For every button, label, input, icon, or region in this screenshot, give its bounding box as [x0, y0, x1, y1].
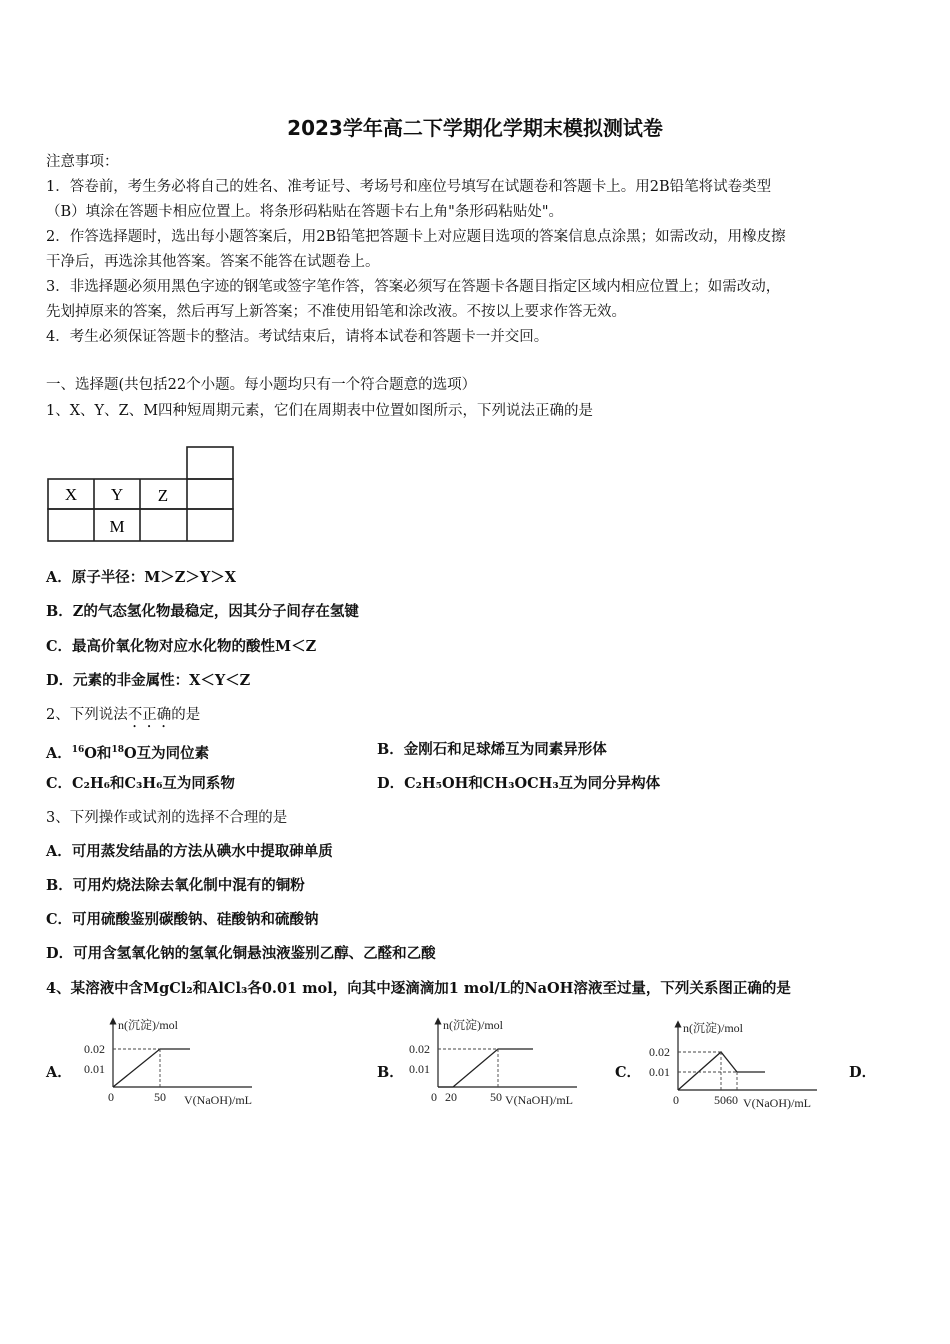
- q2-a-label: A．: [46, 744, 72, 762]
- q1-option-c: C．最高价氧化物对应水化物的酸性M＜Z: [46, 638, 317, 655]
- notice-item: 3．非选择题必须用黑色字迹的钢笔或签字笔作答，答案必须写在答题卡各题目指定区域内相应位置上；如需改动，: [46, 279, 781, 295]
- periodic-table-figure: [46, 445, 238, 545]
- question-2-stem: [46, 705, 200, 731]
- graph-b: [405, 1015, 595, 1107]
- q2-d-label: D．: [377, 775, 405, 792]
- q2-d-text: C₂H₅OH和CH₃OCH₃互为同分异构体: [404, 775, 661, 792]
- graph-c-ylabel: n(沉淀)/mol: [683, 1021, 743, 1035]
- graph-a-curve: [113, 1049, 190, 1087]
- cell-y: Y: [110, 485, 124, 504]
- question-1-stem: 1、X、Y、Z、M四种短周期元素，它们在周期表中位置如图所示，下列说法正确的是: [46, 403, 594, 419]
- q1-option-b: B．Z的气态氢化物最稳定，因其分子间存在氢键: [46, 603, 359, 620]
- graph-c-xlabel: V(NaOH)/mL: [743, 1096, 811, 1110]
- graph-b-ytick-002: 0.02: [409, 1042, 430, 1056]
- cell-x: X: [64, 485, 78, 504]
- graph-a-xtick: 50: [154, 1090, 166, 1104]
- question-3-stem: 3、下列操作或试剂的选择不合理的是: [46, 810, 288, 826]
- q2-stem-emphasis: 不正确: [127, 707, 172, 723]
- q2-option-c: [46, 774, 235, 794]
- question-4-stem: 4、某溶液中含MgCl₂和AlCl₃各0.01 mol，向其中逐滴滴加1 mol/L的NaOH溶液至过量，下列关系图正确的是: [46, 980, 791, 997]
- graph-c: [645, 1018, 835, 1110]
- notice-item: 先划掉原来的答案，然后再写上新答案；不准使用铅笔和涂改液。不按以上要求作答无效。: [46, 304, 626, 320]
- graph-a-origin: 0: [108, 1090, 114, 1104]
- graph-c-ytick-001: 0.01: [649, 1065, 670, 1079]
- page-title: 2023学年高二下学期化学期末模拟测试卷: [287, 116, 663, 140]
- q4-label-b: B．: [377, 1064, 404, 1081]
- graph-b-ylabel: n(沉淀)/mol: [443, 1018, 503, 1032]
- graph-a-xlabel: V(NaOH)/mL: [184, 1093, 252, 1107]
- notice-item: 1．答卷前，考生务必将自己的姓名、准考证号、考场号和座位号填写在试题卷和答题卡上。用2B铅笔将试卷类型: [46, 179, 772, 195]
- graph-c-origin: 0: [673, 1093, 679, 1107]
- graph-a: [80, 1015, 270, 1107]
- q2-option-a: [46, 740, 209, 764]
- q1-option-a: A．原子半径：M＞Z＞Y＞X: [46, 569, 236, 586]
- graph-b-xlabel: V(NaOH)/mL: [505, 1093, 573, 1107]
- notice-item: （B）填涂在答题卡相应位置上。将条形码粘贴在答题卡右上角"条形码粘贴处"。: [46, 204, 563, 220]
- q2-option-d: [377, 774, 660, 794]
- graph-c-ytick-002: 0.02: [649, 1045, 670, 1059]
- notice-item: 2．作答选择题时，选出每小题答案后，用2B铅笔把答题卡上对应题目选项的答案信息点涂黑；如需改动，用橡皮擦: [46, 229, 786, 245]
- graph-b-curve: [438, 1049, 533, 1087]
- q4-label-c: C．: [615, 1064, 642, 1081]
- graph-a-ytick-001: 0.01: [84, 1062, 105, 1076]
- q4-label-d: D．: [849, 1064, 877, 1081]
- cell-z: Z: [157, 486, 169, 505]
- graph-a-ylabel: n(沉淀)/mol: [118, 1018, 178, 1032]
- q3-option-a: A．可用蒸发结晶的方法从碘水中提取砷单质: [46, 843, 333, 860]
- graph-b-origin: 0: [431, 1090, 437, 1104]
- graph-b-xtick-20: 20: [445, 1090, 457, 1104]
- q2-a-end: O互为同位素: [123, 744, 210, 762]
- q2-c-text: C₂H₆和C₃H₆互为同系物: [72, 775, 235, 792]
- q2-a-sup2: 18: [111, 745, 124, 755]
- cell-m: M: [109, 517, 125, 536]
- q3-option-d: D．可用含氢氧化钠的氢氧化铜悬浊液鉴别乙醇、乙醛和乙酸: [46, 945, 436, 962]
- q2-stem-before: 2、下列说法: [46, 707, 128, 723]
- section-heading: 一、选择题(共包括22个小题。每小题均只有一个符合题意的选项）: [46, 377, 477, 393]
- q3-option-b: B．可用灼烧法除去氧化制中混有的铜粉: [46, 877, 305, 894]
- q2-stem-after: 的是: [171, 707, 201, 723]
- q4-label-a: A．: [46, 1064, 72, 1081]
- notice-item: 4．考生必须保证答题卡的整洁。考试结束后，请将本试卷和答题卡一并交回。: [46, 329, 549, 345]
- graph-b-ytick-001: 0.01: [409, 1062, 430, 1076]
- notice-heading: 注意事项：: [46, 154, 119, 170]
- q2-c-label: C．: [46, 775, 73, 792]
- graph-a-ytick-002: 0.02: [84, 1042, 105, 1056]
- q2-option-b: B．金刚石和足球烯互为同素异形体: [377, 741, 607, 758]
- graph-c-curve: [678, 1052, 765, 1090]
- graph-c-xtick: 5060: [714, 1093, 738, 1107]
- q2-a-mid: O和: [84, 744, 112, 762]
- q1-option-d: D．元素的非金属性：X＜Y＜Z: [46, 672, 251, 689]
- graph-b-xtick-50: 50: [490, 1090, 502, 1104]
- q3-option-c: C．可用硫酸鉴别碳酸钠、硅酸钠和硫酸钠: [46, 911, 319, 928]
- q2-a-sup1: 16: [71, 745, 85, 755]
- notice-item: 干净后，再选涂其他答案。答案不能答在试题卷上。: [46, 254, 380, 270]
